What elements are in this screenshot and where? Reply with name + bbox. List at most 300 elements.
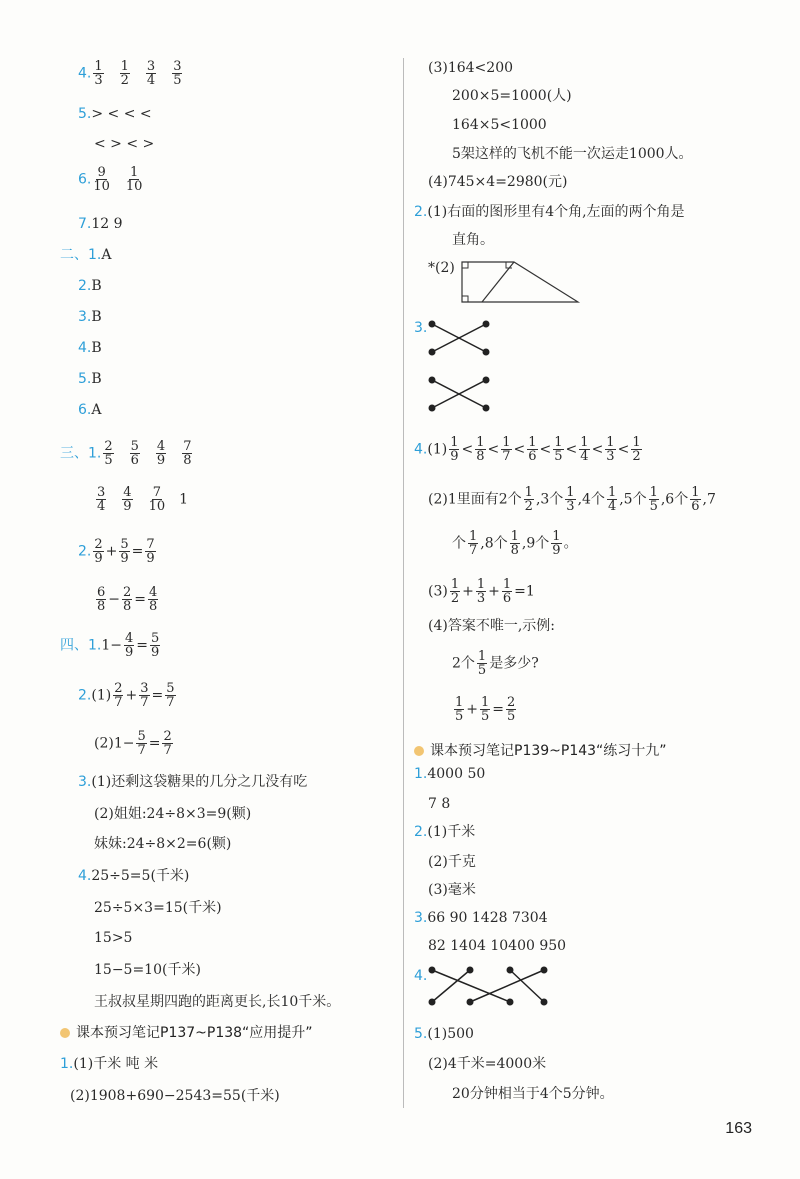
fraction — [120, 60, 130, 87]
ans-l20 — [94, 804, 251, 824]
question-number: 6. — [78, 171, 92, 188]
fraction-numerator: 1 — [502, 435, 511, 450]
fraction-numerator: 1 — [94, 59, 103, 74]
fraction-denominator: 5 — [104, 453, 113, 468]
fraction-denominator: 9 — [146, 551, 155, 566]
fraction — [119, 538, 129, 565]
fraction-denominator: 3 — [94, 73, 103, 88]
fraction-denominator: 4 — [607, 499, 617, 514]
fraction — [139, 682, 149, 709]
fraction-denominator: 9 — [123, 499, 132, 514]
question-number: 4. — [78, 340, 92, 356]
fraction-numerator: 7 — [183, 439, 192, 454]
fraction-numerator: 3 — [140, 681, 149, 696]
ans-l9 — [78, 338, 102, 358]
fraction-numerator: 5 — [137, 729, 146, 744]
question-number: 2. — [78, 687, 92, 704]
fraction-denominator: 2 — [120, 73, 129, 88]
fraction-numerator: 1 — [566, 485, 575, 500]
answer-text: (2)千克 — [428, 854, 476, 870]
ans-l28 — [70, 1086, 280, 1106]
answer-text: 82 1404 10400 950 — [428, 938, 567, 954]
ans-l21 — [94, 834, 231, 854]
fraction — [136, 730, 146, 757]
ans-l16 — [60, 632, 162, 659]
answer-text: (3)毫米 — [428, 882, 476, 898]
fraction-denominator: 2 — [524, 499, 533, 514]
question-number: 2. — [78, 278, 92, 294]
fraction — [579, 436, 589, 463]
section-heading-2 — [414, 740, 667, 760]
question-number: 三、1. — [60, 445, 102, 462]
math-operator: = — [151, 687, 164, 704]
fraction-denominator: 9 — [156, 453, 166, 468]
fraction — [449, 436, 459, 463]
section-heading-1 — [60, 1022, 313, 1042]
fraction — [93, 60, 103, 87]
ans-r22 — [414, 908, 548, 928]
question-number: 3. — [414, 910, 428, 926]
math-operator: = — [148, 735, 161, 752]
answer-text: 15−5=10(千米) — [94, 962, 201, 978]
fraction-denominator: 3 — [566, 499, 575, 514]
fraction — [96, 486, 106, 513]
fraction — [565, 486, 575, 513]
fraction-numerator: 4 — [123, 485, 132, 500]
math-operator: = — [136, 637, 149, 654]
question-number: 4. — [78, 868, 92, 884]
fraction-denominator: 10 — [93, 179, 110, 194]
fraction — [468, 530, 478, 557]
question-number: 1. — [414, 766, 428, 782]
page-number: 163 — [725, 1120, 752, 1137]
ans-l6 — [60, 245, 111, 265]
answer-text: 200×5=1000(人) — [452, 88, 572, 104]
ans-r5 — [428, 172, 567, 192]
question-number: 5. — [78, 106, 92, 122]
ans-l13 — [94, 486, 188, 513]
ans-l2 — [78, 104, 152, 124]
fraction-numerator: 1 — [524, 485, 533, 500]
answer-text: 王叔叔星期四跑的距离更长,长10千米。 — [94, 994, 341, 1010]
fraction-denominator: 7 — [137, 743, 146, 758]
fraction-denominator: 4 — [146, 73, 156, 88]
fraction — [631, 436, 641, 463]
answer-text: (2)1908+690−2543=55(千米) — [70, 1088, 280, 1104]
answer-text: (2)姐姐:24÷8×3=9(颗) — [94, 806, 252, 822]
fraction-numerator: 1 — [510, 529, 519, 544]
fraction — [126, 166, 143, 193]
question-number: 7. — [78, 216, 92, 232]
section-heading-1-text: 课本预习笔记P137~P138“应用提升” — [76, 1025, 313, 1041]
question-number: 2. — [78, 543, 92, 560]
ans-r25 — [414, 1024, 474, 1044]
expression-prefix: 1− — [101, 637, 122, 654]
ans-l17 — [78, 682, 178, 709]
answer-text: 7 8 — [428, 796, 451, 812]
math-operator: 。 — [563, 535, 578, 552]
fraction-denominator: 5 — [481, 709, 490, 724]
fraction-numerator: 2 — [163, 729, 172, 744]
answer-text: > < < < — [91, 106, 152, 122]
fraction-denominator: 9 — [151, 645, 160, 660]
answer-text: 直角。 — [452, 232, 494, 248]
fraction-numerator: 4 — [156, 439, 166, 454]
fraction-numerator: 6 — [97, 585, 106, 600]
math-operator: ,7 — [702, 491, 716, 508]
ans-l14 — [78, 538, 158, 565]
question-number: 二、1. — [60, 247, 102, 263]
math-operator: ,6个 — [660, 491, 689, 508]
math-operator: = — [134, 591, 147, 608]
question-number: 3. — [78, 774, 92, 790]
fraction-numerator: 1 — [502, 577, 512, 592]
answer-text: (2)4千米=4000米 — [428, 1056, 547, 1072]
ans-r19 — [414, 822, 475, 842]
ans-l22 — [78, 866, 189, 886]
ans-r21 — [428, 880, 476, 900]
fraction-denominator: 8 — [97, 599, 106, 614]
fraction-numerator: 1 — [476, 577, 486, 592]
fraction-numerator: 9 — [97, 165, 106, 180]
question-number: 3. — [78, 309, 92, 325]
fraction — [96, 586, 106, 613]
fraction-numerator: 3 — [146, 59, 156, 74]
math-operator: ,5个 — [619, 491, 647, 508]
fraction-denominator: 9 — [94, 551, 103, 566]
section-heading-2-text: 课本预习笔记P139~P143“练习十九” — [430, 743, 667, 759]
math-operator: + — [466, 701, 479, 718]
fraction — [93, 538, 103, 565]
fraction — [156, 440, 166, 467]
answer-text: B — [91, 278, 102, 294]
fraction — [93, 166, 110, 193]
answer-text: (3)164<200 — [428, 60, 514, 76]
matching-lines-figure-2 — [424, 962, 554, 1012]
ans-r7 — [452, 230, 494, 250]
fraction-denominator: 9 — [120, 551, 129, 566]
answer-text: (4)745×4=2980(元) — [428, 174, 568, 190]
answer-text: 25÷5=5(千米) — [91, 868, 190, 884]
question-number: 4. — [414, 968, 428, 984]
fraction-denominator: 5 — [507, 709, 516, 724]
fraction-numerator: 5 — [151, 631, 160, 646]
math-operator: < — [461, 441, 474, 458]
fraction — [150, 632, 160, 659]
fraction-denominator: 5 — [455, 709, 464, 724]
fraction-numerator: 1 — [130, 165, 139, 180]
fraction-denominator: 7 — [469, 543, 478, 558]
ans-r18 — [428, 794, 450, 814]
math-operator: < — [565, 441, 578, 458]
fraction-denominator: 5 — [649, 499, 658, 514]
math-operator: 个 — [452, 535, 466, 552]
expression-prefix: (1) — [91, 687, 112, 704]
ans-r13 — [428, 578, 535, 605]
column-divider — [403, 58, 404, 1108]
ans-r4 — [452, 144, 693, 164]
fraction-numerator: 1 — [691, 485, 700, 500]
fraction-denominator: 9 — [552, 543, 561, 558]
fraction-numerator: 1 — [469, 529, 478, 544]
answer-text: (1)右面的图形里有4个角,左面的两个角是 — [427, 204, 685, 220]
ans-r3 — [452, 115, 547, 135]
fraction-denominator: 3 — [606, 449, 615, 464]
ans-l23 — [94, 898, 222, 918]
fraction — [130, 440, 140, 467]
question-number: 2. — [414, 824, 428, 840]
math-operator: = — [492, 701, 505, 718]
ans-r27 — [452, 1084, 614, 1104]
fraction-numerator: 1 — [455, 695, 464, 710]
question-number: 4. — [414, 441, 428, 458]
fraction-numerator: 5 — [130, 439, 139, 454]
fraction — [553, 436, 563, 463]
answer-text: 25÷5×3=15(千米) — [94, 900, 222, 916]
fraction-numerator: 2 — [94, 537, 103, 552]
fraction — [165, 682, 175, 709]
expression-prefix: (1) — [427, 441, 448, 458]
fraction-numerator: 1 — [477, 649, 487, 664]
ans-l4 — [78, 166, 156, 193]
ans-r8 — [428, 258, 455, 278]
fraction-numerator: 1 — [580, 435, 589, 450]
fraction — [122, 586, 132, 613]
fraction-numerator: 5 — [120, 537, 129, 552]
fraction-denominator: 8 — [183, 453, 192, 468]
question-number: 2. — [414, 204, 428, 220]
fraction-denominator: 8 — [149, 599, 158, 614]
fraction-denominator: 6 — [502, 591, 512, 606]
expression-prefix: (3) — [428, 583, 448, 600]
answer-text: A — [101, 247, 112, 263]
ans-l5 — [78, 214, 123, 234]
fraction-numerator: 3 — [173, 59, 182, 74]
answer-text: 20分钟相当于4个5分钟。 — [452, 1086, 614, 1102]
ans-r14 — [428, 616, 555, 636]
math-operator: (2)1里面有2个 — [428, 491, 522, 508]
fraction — [551, 530, 561, 557]
math-operator: ,4个 — [577, 491, 605, 508]
fraction-numerator: 1 — [450, 435, 459, 450]
math-operator: < — [487, 441, 500, 458]
answer-text: B — [91, 340, 102, 356]
bullet-dot-icon — [60, 1028, 70, 1038]
fraction-denominator: 8 — [510, 543, 519, 558]
fraction-numerator: 3 — [97, 485, 106, 500]
ans-r6 — [414, 202, 685, 222]
fraction-denominator: 7 — [163, 743, 172, 758]
ans-r15 — [452, 650, 539, 677]
fraction — [122, 486, 132, 513]
answer-text: B — [91, 371, 102, 387]
trapezoid-figure — [458, 258, 582, 306]
ans-r10 — [414, 436, 644, 463]
fraction — [454, 696, 464, 723]
math-operator: 是多少? — [489, 655, 539, 672]
fraction-numerator: 4 — [125, 631, 134, 646]
ans-l8 — [78, 307, 102, 327]
fraction-numerator: 2 — [123, 585, 132, 600]
fraction-numerator: 1 — [606, 435, 615, 450]
fraction — [480, 696, 490, 723]
answer-text: (1)千米 — [427, 824, 476, 840]
fraction — [524, 486, 534, 513]
question-number: 1. — [60, 1056, 74, 1072]
fraction — [502, 578, 512, 605]
answer-text: (1)500 — [427, 1026, 474, 1042]
ans-r26 — [428, 1054, 546, 1074]
fraction-numerator: 1 — [450, 577, 460, 592]
fraction-numerator: 7 — [146, 537, 155, 552]
fraction-denominator: 2 — [450, 591, 460, 606]
fraction — [450, 578, 460, 605]
fraction-numerator: 1 — [552, 529, 561, 544]
fraction — [510, 530, 520, 557]
answer-text: B — [91, 309, 102, 325]
fraction — [146, 60, 156, 87]
ans-l7 — [78, 276, 102, 296]
ans-r2 — [452, 86, 572, 106]
fraction — [182, 440, 192, 467]
answer-text: 4000 50 — [427, 766, 486, 782]
math-operator: − — [108, 591, 121, 608]
math-operator: < — [513, 441, 526, 458]
fraction-denominator: 10 — [125, 179, 143, 194]
math-operator: + — [105, 543, 118, 560]
fraction-numerator: 1 — [554, 435, 563, 450]
fraction-denominator: 2 — [632, 449, 641, 464]
ans-r11 — [428, 486, 716, 513]
fraction — [475, 436, 485, 463]
fraction-denominator: 6 — [691, 499, 700, 514]
fraction-numerator: 1 — [649, 485, 658, 500]
fraction-numerator: 2 — [507, 695, 516, 710]
answer-text: (1)千米 吨 米 — [73, 1056, 159, 1072]
ans-l12 — [60, 440, 206, 467]
fraction — [501, 436, 511, 463]
fraction-numerator: 1 — [481, 695, 490, 710]
question-number: 5. — [78, 371, 92, 387]
answer-text: (4)答案不唯一,示例: — [428, 618, 555, 634]
ans-r20 — [428, 852, 476, 872]
math-operator: ,8个 — [480, 535, 508, 552]
math-operator: + — [125, 687, 138, 704]
fraction-numerator: 4 — [149, 585, 158, 600]
fraction-denominator: 5 — [554, 449, 563, 464]
math-operator: ,9个 — [521, 535, 550, 552]
answer-text: *(2) — [428, 260, 455, 276]
expression-prefix: (2)1− — [94, 735, 135, 752]
ans-l27 — [60, 1054, 158, 1074]
answer-text: 164×5<1000 — [452, 117, 547, 133]
ans-r23 — [428, 936, 566, 956]
answer-text: 妹妹:24÷8×2=6(颗) — [94, 836, 232, 852]
ans-l19 — [78, 772, 307, 792]
ans-l11 — [78, 400, 101, 420]
fraction-denominator: 10 — [148, 499, 166, 514]
math-operator: 2个 — [452, 655, 475, 672]
ans-l18 — [94, 730, 175, 757]
fraction-denominator: 4 — [97, 499, 106, 514]
fraction-denominator: 7 — [114, 695, 123, 710]
answer-text: (1)还剩这袋糖果的几分之几没有吃 — [91, 774, 308, 790]
fraction — [506, 696, 516, 723]
fraction-denominator: 5 — [173, 73, 182, 88]
ans-l26 — [94, 992, 340, 1012]
math-operator: =1 — [514, 583, 535, 600]
fraction-denominator: 8 — [123, 599, 132, 614]
fraction — [145, 538, 155, 565]
fraction-numerator: 2 — [104, 439, 113, 454]
ans-r17 — [414, 764, 485, 784]
fraction-numerator: 1 — [476, 435, 485, 450]
fraction-numerator: 1 — [607, 485, 617, 500]
math-operator: ,3个 — [535, 491, 564, 508]
fraction-denominator: 8 — [476, 449, 485, 464]
fraction-denominator: 6 — [130, 453, 139, 468]
fraction-numerator: 7 — [152, 485, 161, 500]
fraction — [124, 632, 134, 659]
fraction — [607, 486, 617, 513]
fraction — [172, 60, 182, 87]
math-operator: + — [488, 583, 500, 600]
fraction-denominator: 7 — [502, 449, 511, 464]
answer-text: 66 90 1428 7304 — [427, 910, 548, 926]
ans-r16 — [452, 696, 518, 723]
question-number: 6. — [78, 402, 92, 418]
fraction — [605, 436, 615, 463]
fraction — [690, 486, 700, 513]
fraction — [527, 436, 537, 463]
question-number: 3. — [414, 320, 428, 336]
math-operator: + — [462, 583, 474, 600]
fraction — [476, 578, 486, 605]
ans-r12 — [452, 530, 578, 557]
fraction-denominator: 3 — [476, 591, 486, 606]
fraction-numerator: 1 — [632, 435, 641, 450]
question-number: 四、1. — [60, 637, 102, 654]
bullet-dot-icon — [414, 746, 424, 756]
fraction-numerator: 2 — [114, 681, 123, 696]
fraction-denominator: 7 — [166, 695, 175, 710]
answer-text: 5架这样的飞机不能一次运走1000人。 — [452, 146, 693, 162]
fraction-numerator: 5 — [166, 681, 175, 696]
answer-text: 1 — [179, 491, 189, 508]
fraction-denominator: 5 — [477, 663, 487, 678]
answer-text: A — [91, 402, 102, 418]
fraction — [477, 650, 487, 677]
ans-l3 — [94, 134, 154, 154]
fraction-denominator: 9 — [450, 449, 459, 464]
fraction — [149, 486, 166, 513]
answer-text: 12 9 — [91, 216, 123, 232]
fraction-denominator: 9 — [125, 645, 134, 660]
fraction-numerator: 1 — [528, 435, 537, 450]
ans-l10 — [78, 369, 102, 389]
fraction-numerator: 1 — [120, 59, 129, 74]
ans-r1 — [428, 58, 513, 78]
math-operator: < — [617, 441, 630, 458]
math-operator: < — [539, 441, 552, 458]
matching-lines-figure-1 — [424, 316, 496, 418]
fraction-denominator: 6 — [528, 449, 537, 464]
fraction — [148, 586, 158, 613]
math-operator: < — [591, 441, 604, 458]
question-number: 4. — [78, 65, 92, 82]
ans-l15 — [94, 586, 160, 613]
answer-text: 15>5 — [94, 930, 133, 946]
